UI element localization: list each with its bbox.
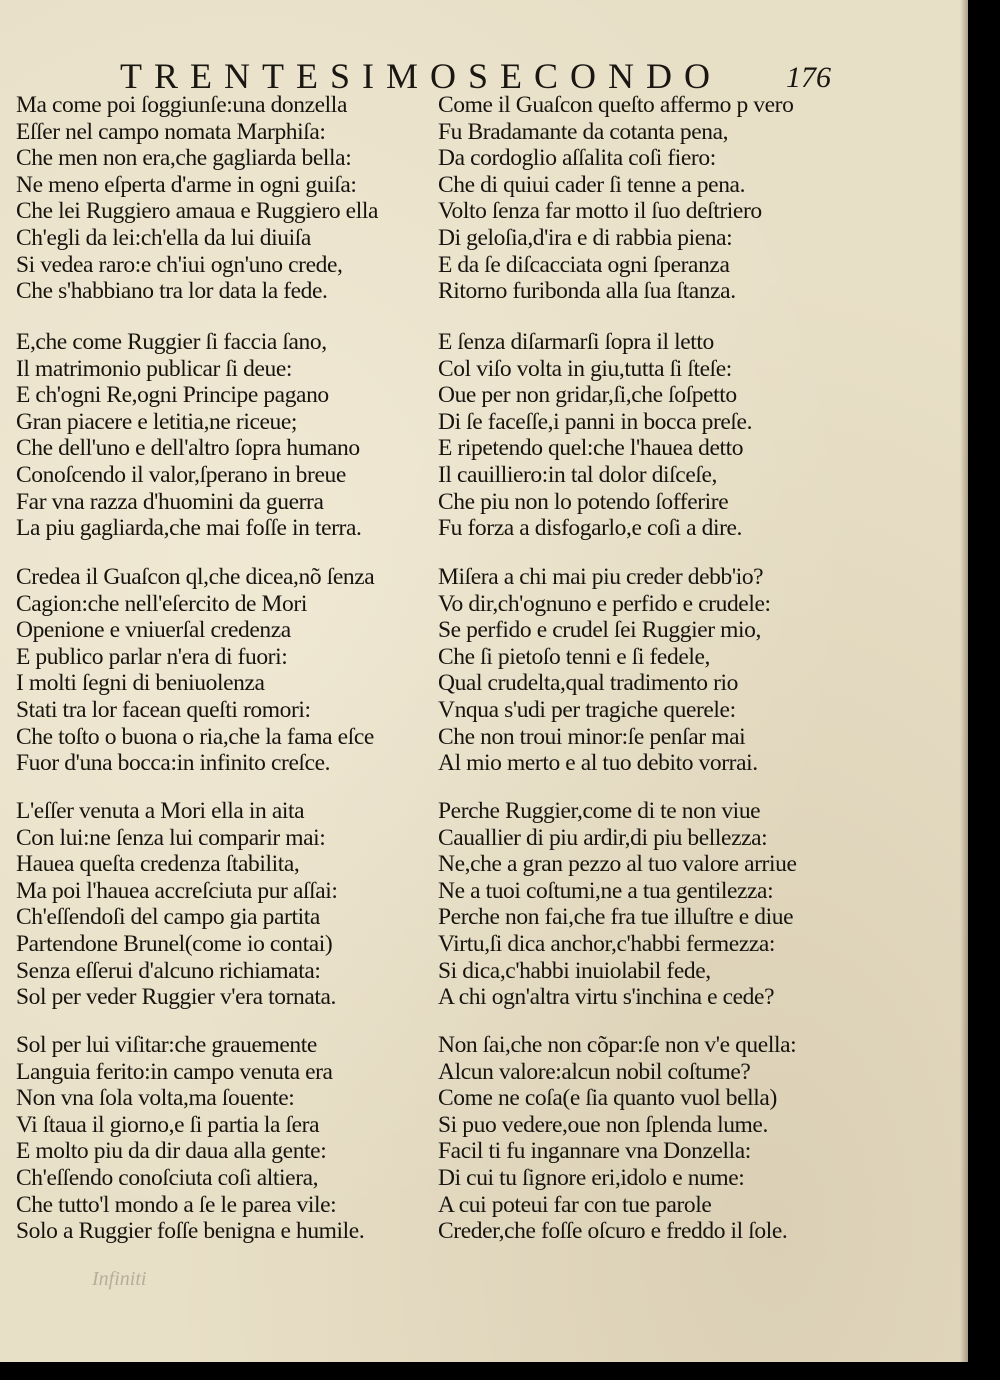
stanza	[438, 92, 858, 305]
verse-line: Vnqua s'udi per tragiche querele:	[438, 696, 736, 723]
verse-line: E,che come Ruggier ſi faccia ſano,	[16, 329, 327, 355]
verse-line: L'eſſer venuta a Mori ella in aita	[16, 798, 305, 824]
stanza	[16, 1032, 436, 1245]
verse-line: Si dica,c'habbi inuiolabil fede,	[438, 957, 711, 984]
page-number: 176	[786, 61, 831, 94]
verse-line: Fu forza a disfogarlo,e coſi a dire.	[438, 515, 743, 542]
verse-line: Perche Ruggier,come di te non viue	[438, 798, 761, 824]
verse-line: E da ſe diſcacciata ogni ſperanza	[438, 251, 730, 278]
verse-line: Ch'egli da lei:ch'ella da lui diuiſa	[16, 224, 311, 251]
verse-line: Ne,che a gran pezzo al tuo valore arriue	[438, 851, 797, 878]
verse-line: Far vna razza d'huomini da guerra	[16, 488, 324, 515]
verse-line: Eſſer nel campo nomata Marphiſa:	[16, 118, 326, 145]
verse-line: Che s'habbiano tra lor data la fede.	[16, 278, 328, 305]
verse-line: Che tutto'l mondo a ſe le parea vile:	[16, 1191, 337, 1218]
stanza	[438, 564, 858, 777]
verse-line: Vi ſtaua il giorno,e ſi partia la ſera	[16, 1111, 320, 1138]
verse-line: Ma come poi ſoggiunſe:una donzella	[16, 92, 347, 118]
verse-line: Conoſcendo il valor,ſperano in breue	[16, 461, 346, 488]
verse-line: Il matrimonio publicar ſi deue:	[16, 355, 293, 382]
verse-line: A chi ogn'altra virtu s'inchina e cede?	[438, 984, 775, 1011]
stanza	[438, 1032, 858, 1245]
verse-line: E ch'ogni Re,ogni Principe pagano	[16, 382, 329, 409]
verse-line: Come il Guaſcon queſto affermo p vero	[438, 92, 794, 118]
verse-line: Partendone Brunel(come io contai)	[16, 930, 333, 957]
verse-line: Ch'eſſendoſi del campo gia partita	[16, 904, 320, 931]
verse-line: Openione e vniuerſal credenza	[16, 617, 291, 644]
verse-line: E publico parlar n'era di fuori:	[16, 643, 288, 670]
verse-line: Sol per veder Ruggier v'era tornata.	[16, 984, 337, 1011]
verse-line: Virtu,ſi dica anchor,c'habbi fermezza:	[438, 930, 776, 957]
verse-line: Qual crudelta,qual tradimento rio	[438, 670, 739, 697]
running-title: TRENTESIMOSECONDO	[120, 56, 723, 96]
verse-line: Da cordoglio aſſalita coſi fiero:	[438, 145, 716, 172]
verse-line: Non vna ſola volta,ma ſouente:	[16, 1085, 295, 1112]
verse-line: Cauallier di piu ardir,di piu bellezza:	[438, 824, 768, 851]
verse-line: Ne meno eſperta d'arme in ogni guiſa:	[16, 171, 357, 198]
verse-line: Ne a tuoi coſtumi,ne a tua gentilezza:	[438, 877, 774, 904]
verse-line: Con lui:ne ſenza lui comparir mai:	[16, 824, 326, 851]
verse-line: Che non troui minor:ſe penſar mai	[438, 723, 746, 750]
verse-line: Fu Bradamante da cotanta pena,	[438, 118, 729, 145]
verse-line: Vo dir,ch'ognuno e perfido e crudele:	[438, 590, 771, 617]
verse-line: E ripetendo quel:che l'hauea detto	[438, 435, 744, 462]
verse-line: Il cauilliero:in tal dolor diſceſe,	[438, 461, 717, 488]
verse-line: Col viſo volta in giu,tutta ſi ſteſe:	[438, 355, 732, 382]
verse-line: Fuor d'una bocca:in infinito creſce.	[16, 750, 331, 777]
verse-line: Ch'eſſendo conoſciuta coſi altiera,	[16, 1164, 319, 1191]
verse-line: Di geloſia,d'ira e di rabbia piena:	[438, 224, 733, 251]
verse-line: Hauea queſta credenza ſtabilita,	[16, 851, 300, 878]
stanza	[16, 92, 436, 305]
verse-line: Cagion:che nell'eſercito de Mori	[16, 590, 307, 617]
verse-line: Gran piacere e letitia,ne riceue;	[16, 408, 298, 435]
verse-line: Si puo vedere,oue non ſplenda lume.	[438, 1111, 768, 1138]
verse-line: Creder,che foſſe oſcuro e freddo il ſole.	[438, 1218, 788, 1245]
page-edge-shadow	[960, 0, 968, 1362]
stanza	[16, 798, 436, 1011]
verse-line: E ſenza diſarmarſi ſopra il letto	[438, 329, 714, 355]
verse-line: E molto piu da dir daua alla gente:	[16, 1138, 327, 1165]
stanza	[438, 798, 858, 1011]
verse-line: Solo a Ruggier foſſe benigna e humile.	[16, 1218, 365, 1245]
verse-line: La piu gagliarda,che mai foſſe in terra.	[16, 515, 362, 542]
verse-line: Sol per lui viſitar:che grauemente	[16, 1032, 317, 1058]
verse-line: Si vedea raro:e ch'iui ogn'uno crede,	[16, 251, 343, 278]
verse-line: Ma poi l'hauea accreſciuta pur aſſai:	[16, 877, 338, 904]
verse-line: Stati tra lor facean queſti romori:	[16, 696, 311, 723]
verse-line: Di ſe faceſſe,i panni in bocca preſe.	[438, 408, 753, 435]
verse-line: Di cui tu ſignore eri,idolo e nume:	[438, 1164, 745, 1191]
stanza	[16, 329, 436, 542]
catchword: Infiniti	[92, 1268, 147, 1290]
verse-line: Alcun valore:alcun nobil coſtume?	[438, 1058, 751, 1085]
verse-line: A cui poteui far con tue parole	[438, 1191, 712, 1218]
verse-line: Al mio merto e al tuo debito vorrai.	[438, 750, 758, 777]
verse-line: Volto ſenza far motto il ſuo deſtriero	[438, 198, 762, 225]
verse-line: Che men non era,che gagliarda bella:	[16, 145, 352, 172]
verse-line: Che piu non lo potendo ſofferire	[438, 488, 729, 515]
verse-line: Non ſai,che non cõpar:ſe non v'e quella:	[438, 1032, 797, 1058]
verse-line: Se perfido e crudel ſei Ruggier mio,	[438, 617, 761, 644]
verse-line: Che toſto o buona o ria,che la fama eſce	[16, 723, 374, 750]
verse-line: Perche non fai,che fra tue illuſtre e diue	[438, 904, 794, 931]
verse-line: Miſera a chi mai piu creder debb'io?	[438, 564, 764, 590]
verse-line: Che dell'uno e dell'altro ſopra humano	[16, 435, 360, 462]
verse-line: Facil ti fu ingannare vna Donzella:	[438, 1138, 751, 1165]
verse-line: Come ne coſa(e ſia quanto vuol bella)	[438, 1085, 777, 1112]
verse-line: Languia ferito:in campo venuta era	[16, 1058, 333, 1085]
stanza	[438, 329, 858, 542]
stanza	[16, 564, 436, 777]
verse-line: Che di quiui cader ſi tenne a pena.	[438, 171, 746, 198]
verse-line: Che ſi pietoſo tenni e ſi fedele,	[438, 643, 710, 670]
verse-line: Oue per non gridar,ſi,che ſoſpetto	[438, 382, 737, 409]
verse-line: Credea il Guaſcon ql,che dicea,nõ ſenza	[16, 564, 375, 590]
verse-line: I molti ſegni di beniuolenza	[16, 670, 265, 697]
verse-line: Ritorno furibonda alla ſua ſtanza.	[438, 278, 736, 305]
verse-line: Che lei Ruggiero amaua e Ruggiero ella	[16, 198, 378, 225]
verse-line: Senza eſſerui d'alcuno richiamata:	[16, 957, 321, 984]
